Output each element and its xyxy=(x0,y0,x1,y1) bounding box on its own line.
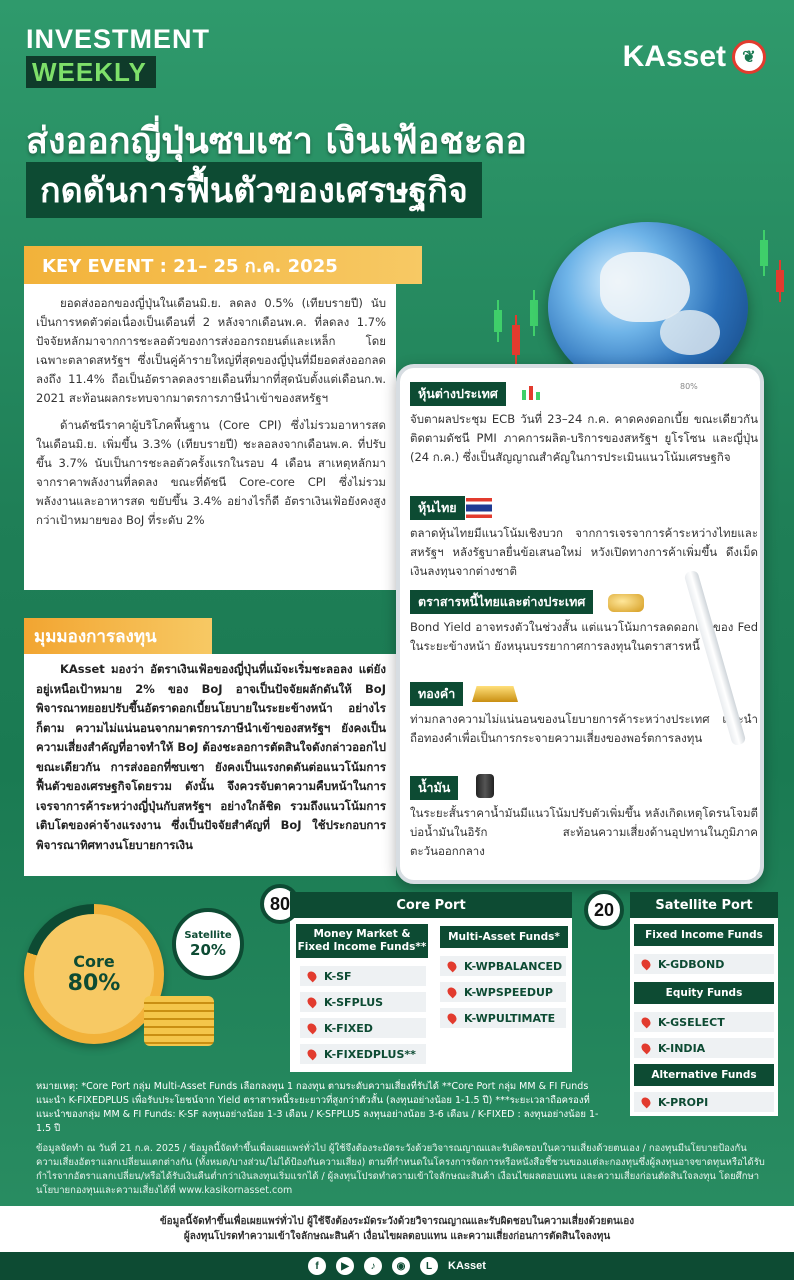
stock-chart-icon xyxy=(520,384,546,404)
battery-status: 80% xyxy=(680,382,698,391)
candlestick-icon xyxy=(494,310,502,332)
globe-landmass xyxy=(660,310,720,355)
investment-view-text: KAsset มองว่า อัตราเงินเฟ้อของญี่ปุ่นที่แม้จะเริ่มชะลอลง แต่ยังอยู่เหนือเป้าหมาย 2% ของ BoJ อาจเป็นปัจจัยผลักดันให้ BoJ พิจารณาทยอยปรับขึ้นอัตราดอกเบี้ยนโยบายในระยะข้างหน้า อย่างไรก็ตาม ความไม่แน่นอนจากมาตรการภาษีนำเข้าของสหรัฐฯ ยังคงเป็นความเสี่ยงสำคัญที่อาจทำให้ BoJ ต้องชะลอการตัดสินใจดังกล่าวออกไป ขณะเดียวกัน การส่งออกที่ซบเซา ยังคงเป็นแรงกดดันต่อแนวโน้มการฟื้นตัวของเศรษฐกิจโดยรวม ดังนั้น จึงควรจับตาความคืบหน้าในการเจรจาการค้าระหว่างญี่ปุ่นกับสหรัฐฯ อย่างใกล้ชิด รวมถึงแนวโน้มการเติบโตของค่าจ้างแรงงาน ซึ่งเป็นปัจจัยสำคัญที่ BoJ ใช้ประกอบการพิจารณาทิศทางนโยบายการเงิน xyxy=(36,662,386,852)
location-pin-icon xyxy=(306,996,319,1009)
brand-title: INVESTMENT xyxy=(26,24,211,54)
section-oil-title: น้ำมัน xyxy=(410,776,458,800)
fund-item[interactable] xyxy=(634,1012,774,1032)
core-label: Core xyxy=(73,952,115,971)
candlestick-icon xyxy=(776,270,784,292)
satellite-port-title: Satellite Port xyxy=(630,892,778,918)
footer-line: ข้อมูลนี้จัดทำขึ้นเพื่อเผยแพร่ทั่วไป ผู้ใช้จึงต้องระมัดระวังด้วยวิจารณญาณและรับผิดชอบในความเสี่ยงด้วยตนเอง xyxy=(159,1216,635,1227)
investment-view-title: มุมมองการลงทุน xyxy=(24,618,212,654)
section-foreign-stocks-body: จับตาผลประชุม ECB วันที่ 23–24 ก.ค. คาดคงดอกเบี้ย ขณะเดียวกันติดตามดัชนี PMI ภาคการผลิต-บริการของสหรัฐฯ ยูโรโซน และญี่ปุ่น (24 ก.ค.) ซึ่งเป็นสัญญาณสำคัญในการประเมินแนวโน้มเศรษฐกิจ xyxy=(410,412,758,464)
headline-primary: ส่งออกญี่ปุ่นซบเซา เงินเฟ้อชะลอ xyxy=(26,121,527,162)
location-pin-icon xyxy=(446,960,459,973)
section-oil-body: ในระยะสั้นราคาน้ำมันมีแนวโน้มปรับตัวเพิ่มขึ้น หลังเกิดเหตุโดรนโจมตีบ่อน้ำมันในอิรัก สะท้อนความเสี่ยงด้านอุปทานในภูมิภาคตะวันออกกลาง xyxy=(410,806,758,858)
headline-secondary: กดดันการฟื้นตัวของเศรษฐกิจ xyxy=(40,171,468,211)
disclaimer: ข้อมูลจัดทำ ณ วันที่ 21 ก.ค. 2025 / ข้อมูลนี้จัดทำขึ้นเพื่อเผยแพร่ทั่วไป ผู้ใช้จึงต้องระมัดระวังด้วยวิจารณญาณและรับผิดชอบในความเสี่ยงด้วยตนเอง / กองทุนมีนโยบายป้องกันความเสี่ยงอัตราแลกเปลี่ยนแตกต่างกัน (ทั้งหมด/บางส่วน/ไม่ได้ป้องกันความเสี่ยง) ตามที่กำหนดในโครงการจัดการหรือหนังสือชี้ชวนของแต่ละกองทุนซึ่งผู้ลงทุนอาจขาดทุนหรือได้รับกำไรจากอัตราแลกเปลี่ยน/หรือได้รับเงินคืนต่ำกว่าเงินลงทุนเริ่มแรกได้ / ผู้ลงทุนโปรดทำความเข้าใจลักษณะสินค้า เงื่อนไขผลตอบแทน และความเสี่ยงก่อนตัดสินใจลงทุน โดยศึกษานโยบายกองทุนและความเสี่ยงได้ที่ www.kasikornasset.com xyxy=(36,1143,765,1196)
fund-item[interactable] xyxy=(634,954,774,974)
satellite-group-fixed-income-title: Fixed Income Funds xyxy=(634,924,774,946)
investment-view-panel xyxy=(24,654,396,876)
candlestick-icon xyxy=(530,300,538,326)
section-gold-title: ทองคำ xyxy=(410,682,463,706)
coins-icon xyxy=(608,594,644,612)
logo-text: KAsset xyxy=(622,40,726,73)
core-allocation xyxy=(34,914,154,1034)
brand-subtitle: WEEKLY xyxy=(26,56,156,88)
fund-item[interactable] xyxy=(300,1018,426,1038)
fund-name: K-GSELECT xyxy=(658,1015,725,1029)
fund-name: K-FIXEDPLUS** xyxy=(324,1047,416,1061)
core-group-mm-fi-title: Money Market & Fixed Income Funds** xyxy=(296,924,428,958)
core-percent: 80% xyxy=(67,971,121,996)
footer-notice xyxy=(0,1206,794,1252)
tiktok-icon[interactable]: ♪ xyxy=(364,1257,382,1275)
satellite-group-alternative-title: Alternative Funds xyxy=(634,1064,774,1086)
fund-remark: หมายเหตุ: *Core Port กลุ่ม Multi-Asset Funds เลือกลงทุน 1 กองทุน ตามระดับความเสี่ยงที่รับได้ **Core Port กลุ่ม MM & FI Funds แนะนำ K-FIXEDPLUS เพื่อรับประโยชน์จาก Yield ตราสารหนี้ระยะยาวที่สูงกว่าตัวสั้น (ลงทุนอย่างน้อย 1-1.5 ปี) ***ระยะเวลาถือครองที่แนะนำของกลุ่ม MM & FI Funds: K-SF ลงทุนอย่างน้อย 1-3 เดือน / K-SFPLUS ลงทุนอย่างน้อย 3-6 เดือน / K-FIXED : ลงทุนอย่างน้อย 1-1.5 ปี xyxy=(36,1081,599,1134)
satellite-group-equity-title: Equity Funds xyxy=(634,982,774,1004)
location-pin-icon xyxy=(640,1096,653,1109)
key-event-panel xyxy=(24,284,396,590)
fund-name: K-SF xyxy=(324,969,352,983)
kasset-logo xyxy=(623,40,766,74)
fund-name: K-FIXED xyxy=(324,1021,373,1035)
location-pin-icon xyxy=(640,1016,653,1029)
fund-name: K-GDBOND xyxy=(658,957,725,971)
podcast-icon[interactable]: ◉ xyxy=(392,1257,410,1275)
satellite-label: Satellite xyxy=(184,929,232,941)
key-event-paragraph: ยอดส่งออกของญี่ปุ่นในเดือนมิ.ย. ลดลง 0.5% (เทียบรายปี) นับเป็นการหดตัวต่อเนื่องเป็นเดือนที่ 2 หลังจากเดือนพ.ค. ที่ลดลง 1.7% ปัจจัยหลักมาจากการชะลอตัวของการส่งออกรถยนต์และเหล็ก โดยเฉพาะตลาดสหรัฐฯ ซึ่งเป็นคู่ค้ารายใหญ่ที่สุดของญี่ปุ่นที่มียอดส่งออกลดลงถึง 11.4% ถือเป็นอัตราลดลงรายเดือนที่มากที่สุดนับตั้งแต่เดือนก.พ. 2021 สะท้อนผลกระทบจากมาตรการภาษีนำเข้าของสหรัฐฯ xyxy=(36,296,386,405)
headline-secondary-band xyxy=(26,162,482,218)
section-gold-body: ท่ามกลางความไม่แน่นอนของนโยบายการค้าระหว่างประเทศ แนะนำถือทองคำเพื่อเป็นการกระจายความเสี่ยงของพอร์ตการลงทุน xyxy=(410,712,758,745)
section-bonds-title: ตราสารหนี้ไทยและต่างประเทศ xyxy=(410,590,593,614)
gold-bar-icon xyxy=(472,686,518,702)
location-pin-icon xyxy=(446,1012,459,1025)
section-bonds-body: Bond Yield อาจทรงตัวในช่วงสั้น แต่แนวโน้มการลดดอกเบี้ยของ Fed ในระยะข้างหน้า ยังหนุนบรรยากาศการลงทุนในตราสารหนี้ xyxy=(410,620,758,653)
satellite-allocation xyxy=(172,908,244,980)
fund-name: K-WPSPEEDUP xyxy=(464,985,553,999)
location-pin-icon xyxy=(306,1048,319,1061)
fund-item[interactable] xyxy=(440,956,566,976)
fund-item[interactable] xyxy=(440,982,566,1002)
fund-item[interactable] xyxy=(300,966,426,986)
core-group-multi-asset-title: Multi-Asset Funds* xyxy=(440,926,568,948)
core-port-title: Core Port xyxy=(290,892,572,918)
candlestick-icon xyxy=(760,240,768,266)
satellite-badge: 20 xyxy=(584,890,624,930)
location-pin-icon xyxy=(446,986,459,999)
location-pin-icon xyxy=(306,1022,319,1035)
line-icon[interactable]: L xyxy=(420,1257,438,1275)
fund-item[interactable] xyxy=(440,1008,566,1028)
satellite-percent: 20% xyxy=(190,940,226,959)
coin-stack-icon xyxy=(144,996,214,1046)
fund-name: K-INDIA xyxy=(658,1041,706,1055)
section-thai-stocks-title: หุ้นไทย xyxy=(410,496,465,520)
facebook-icon[interactable]: f xyxy=(308,1257,326,1275)
core-badge: 80 xyxy=(260,884,300,924)
fund-item[interactable] xyxy=(634,1092,774,1112)
section-foreign-stocks-title: หุ้นต่างประเทศ xyxy=(410,382,506,406)
social-account-name: KAsset xyxy=(448,1260,486,1272)
location-pin-icon xyxy=(306,970,319,983)
oil-barrel-icon xyxy=(476,774,494,798)
location-pin-icon xyxy=(640,958,653,971)
kbank-leaf-icon: ❦ xyxy=(732,40,766,74)
social-bar xyxy=(0,1252,794,1280)
fund-name: K-PROPI xyxy=(658,1095,709,1109)
fund-name: K-SFPLUS xyxy=(324,995,384,1009)
fund-item[interactable] xyxy=(300,992,426,1012)
key-event-paragraph: ด้านดัชนีราคาผู้บริโภคพื้นฐาน (Core CPI) ซึ่งไม่รวมอาหารสด ในเดือนมิ.ย. เพิ่มขึ้น 3.3% (เทียบรายปี) ชะลอลงจากเดือนพ.ค. ที่ปรับขึ้น 3.7% นับเป็นการชะลอตัวครั้งแรกในรอบ 4 เดือน สาเหตุหลักมาจากราคาพลังงานที่ลดลง ขณะที่ดัชนี Core-core CPI ซึ่งไม่รวมพลังงานและอาหารสด ขยับขึ้น 3.4% อย่างไรก็ดี อัตราเงินเฟ้อยังคงสูงกว่าเป้าหมายของ BoJ ที่ระดับ 2% xyxy=(36,418,386,527)
location-pin-icon xyxy=(640,1042,653,1055)
fund-name: K-WPULTIMATE xyxy=(464,1011,556,1025)
candlestick-icon xyxy=(512,325,520,355)
fund-item[interactable] xyxy=(300,1044,426,1064)
footer-line: ผู้ลงทุนโปรดทำความเข้าใจลักษณะสินค้า เงื่อนไขผลตอบแทน และความเสี่ยงก่อนการตัดสินใจลงทุน xyxy=(183,1231,611,1242)
fund-name: K-WPBALANCED xyxy=(464,959,563,973)
section-thai-stocks-body: ตลาดหุ้นไทยมีแนวโน้มเชิงบวก จากการเจรจาการค้าระหว่างไทยและสหรัฐฯ หลังรัฐบาลยื่นข้อเสนอใหม่ หวังเปิดทางการค้าเพิ่มขึ้น ดึงเม็ดเงินลงทุนจากต่างชาติ xyxy=(410,526,758,578)
thai-flag-icon xyxy=(466,498,492,518)
youtube-icon[interactable]: ▶ xyxy=(336,1257,354,1275)
key-event-title: KEY EVENT : 21– 25 ก.ค. 2025 xyxy=(24,246,422,284)
fund-item[interactable] xyxy=(634,1038,774,1058)
